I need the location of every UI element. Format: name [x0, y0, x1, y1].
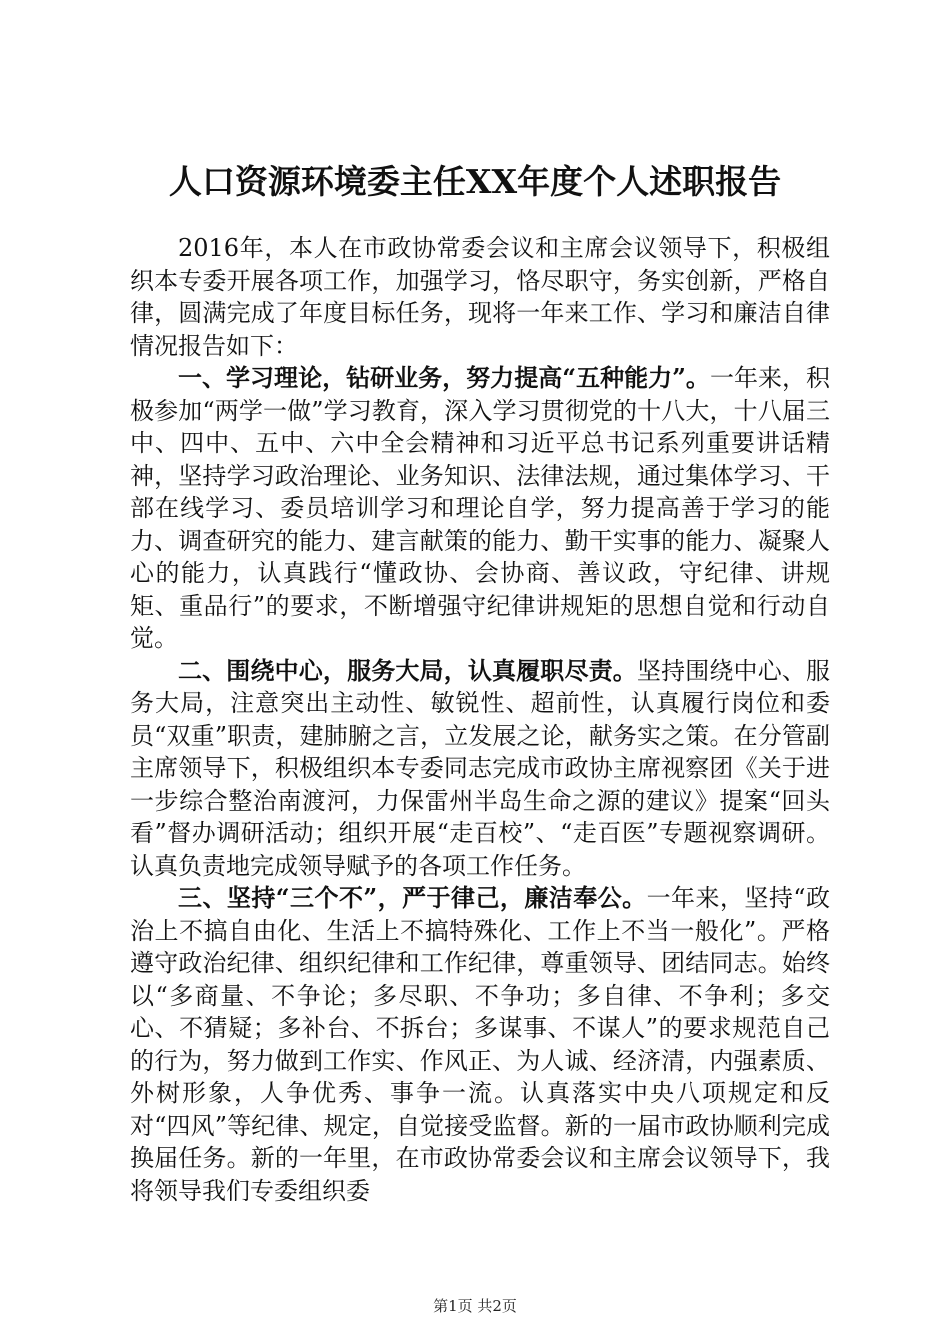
document-body [130, 232, 830, 1207]
paragraph-text: 2016年，本人在市政协常委会议和主席会议领导下，积极组织本专委开展各项工作，加强学习，恪尽职守，务实创新，严格自律，圆满完成了年度目标任务，现将一年来工作、学习和廉洁自律情况报告如下： [130, 234, 830, 360]
paragraph-section-2 [130, 655, 830, 883]
paragraph-text: 坚持围绕中心、服务大局，注意突出主动性、敏锐性、超前性，认真履行岗位和委员“双重”职责，建肺腑之言，立发展之论，献务实之策。在分管副主席领导下，积极组织本专委同志完成市政协主席视察团《关于进一步综合整治南渡河，力保雷州半岛生命之源的建议》提案“回头看”督办调研活动；组织开展“走百校”、“走百医”专题视察调研。认真负责地完成领导赋予的各项工作任务。 [130, 656, 830, 880]
page-number: 第1页 共2页 [433, 1297, 517, 1315]
paragraph-text: 一年来，积极参加“两学一做”学习教育，深入学习贯彻党的十八大，十八届三中、四中、五中、六中全会精神和习近平总书记系列重要讲话精神，坚持学习政治理论、业务知识、法律法规，通过集体学习、干部在线学习、委员培训学习和理论自学，努力提高善于学习的能力、调查研究的能力、建言献策的能力、勤干实事的能力、凝聚人心的能力，认真践行“懂政协、会协商、善议政，守纪律、讲规矩、重品行”的要求，不断增强守纪律讲规矩的思想自觉和行动自觉。 [130, 364, 831, 652]
paragraph-section-3 [130, 882, 830, 1207]
paragraph-intro [130, 232, 830, 362]
section-heading: 一、学习理论，钻研业务，努力提高“五种能力”。 [178, 363, 710, 392]
paragraph-section-1 [130, 362, 830, 655]
paragraph-text: 一年来，坚持“政治上不搞自由化、生活上不搞特殊化、工作上不当一般化”。严格遵守政治纪律、组织纪律和工作纪律，尊重领导、团结同志。始终以“多商量、不争论；多尽职、不争功；多自律、不争利；多交心、不猜疑；多补台、不拆台；多谋事、不谋人”的要求规范自己的行为，努力做到工作实、作风正、为人诚、经济清，内强素质、外树形象，人争优秀、事争一流。认真落实中央八项规定和反对“四风”等纪律、规定，自觉接受监督。新的一届市政协顺利完成换届任务。新的一年里，在市政协常委会议和主席会议领导下，我将领导我们专委组织委 [130, 884, 830, 1205]
document-title: 人口资源环境委主任XX年度个人述职报告 [168, 162, 782, 201]
section-heading: 三、坚持“三个不”，严于律己，廉洁奉公。 [178, 883, 647, 912]
section-heading: 二、围绕中心，服务大局，认真履职尽责。 [178, 655, 637, 685]
